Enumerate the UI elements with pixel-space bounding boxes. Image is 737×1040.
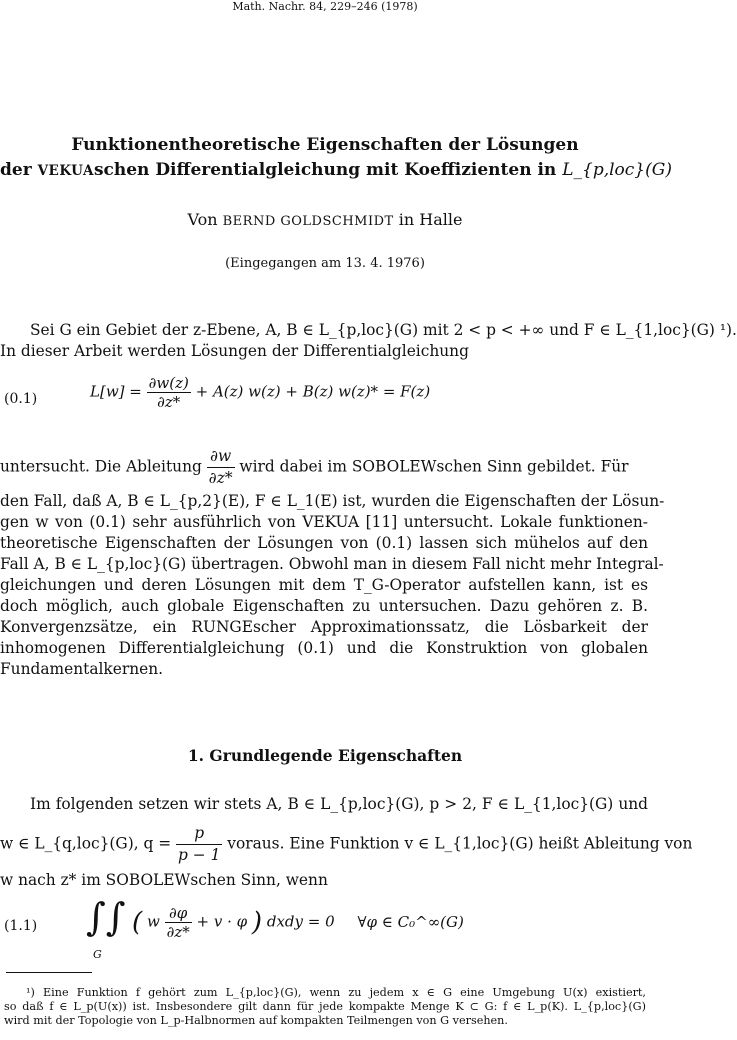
para3-line2-pre: w ∈ L_{q,loc}(G), q = (0, 834, 172, 853)
author-suffix: in Halle (393, 210, 463, 229)
eq01-fraction (147, 374, 191, 411)
title-post: schen Differentialgleichung mit Koeffizienten in (93, 160, 563, 180)
eq11-frac-den: ∂z* (166, 923, 190, 941)
paragraph-3-line-2 (0, 823, 693, 866)
eq11-frac-num: ∂φ (169, 904, 188, 922)
author-line (0, 210, 650, 229)
title-math: L_{p,loc}(G) (562, 160, 672, 180)
para2-frac-num: ∂w (210, 447, 232, 465)
para3-line-1: Im folgenden setzen wir stets A, B ∈ L_{p,loc}(G), p > 2, F ∈ L_{1,loc}(G) und (30, 795, 648, 813)
title-vekua-name: VEKUA (37, 163, 94, 179)
footnote-line-2: so daß f ∈ L_p(U(x)) ist. Insbesondere gilt dann für jede kompakte Menge K ⊂ G: f ∈ L_p(K). L_{p,loc}(G) (4, 1000, 646, 1013)
para3-frac-num: p (194, 824, 205, 842)
eq11-forall: ∀φ ∈ C₀^∞(G) (357, 912, 464, 931)
para2-line: Konvergenzsätze, ein RUNGEscher Approximationssatz, die Lösbarkeit der (0, 618, 648, 636)
eq01-rhs: + A(z) w(z) + B(z) w(z)* = F(z) (195, 382, 431, 401)
section-1-heading: 1. Grundlegende Eigenschaften (187, 746, 463, 765)
para2-line: gleichungen und deren Lösungen mit dem T_G-Operator aufstellen kann, ist es (0, 576, 648, 594)
footnote (4, 986, 646, 1028)
paragraph-2 (0, 491, 665, 680)
eq01-frac-den: ∂z* (147, 392, 191, 411)
author-name: BERND GOLDSCHMIDT (222, 214, 394, 229)
paper-title-line-1: Funktionentheoretische Eigenschaften der Lösungen (71, 135, 579, 155)
intro-line-1: Sei G ein Gebiet der z-Ebene, A, B ∈ L_{p,loc}(G) mit 2 < p < +∞ und F ∈ L_{1,loc}(G) ¹). (30, 321, 737, 339)
eq11-measure: dxdy = 0 (266, 912, 335, 931)
equation-0-1 (90, 374, 430, 411)
para2-line: theoretische Eigenschaften der Lösungen von (0.1) lassen sich mühelos auf den (0, 534, 648, 552)
paragraph-3-line-1 (0, 794, 648, 815)
para2-last-line: Fundamentalkernen. (0, 660, 164, 678)
para2-inline-fraction (207, 446, 235, 489)
para3-line-3: w nach z* im SOBOLEWschen Sinn, wenn (0, 871, 328, 889)
integral-domain: G (93, 948, 102, 961)
double-integral-sign: ∫∫ (86, 895, 126, 939)
para3-frac-den: p − 1 (178, 846, 221, 864)
para2-line1-pre: untersucht. Die Ableitung (0, 457, 202, 476)
left-paren: ( (132, 907, 143, 938)
para2-line: gen w von (0.1) sehr ausführlich von VEKUA [11] untersucht. Lokale funktionen- (0, 513, 648, 531)
author-prefix: Von (187, 210, 223, 229)
para2-line: doch möglich, auch globale Eigenschaften zu untersuchen. Dazu gehören z. B. (0, 597, 648, 615)
equation-1-1 (86, 895, 126, 939)
paragraph-2-line-1 (0, 446, 648, 489)
eq11-body-pre: w (146, 912, 160, 931)
received-date: (Eingegangen am 13. 4. 1976) (225, 256, 425, 271)
para3-line2-post: voraus. Eine Funktion v ∈ L_{1,loc}(G) heißt Ableitung von (227, 834, 693, 853)
paragraph-3-line-3 (0, 870, 648, 891)
equation-0-1-label: (0.1) (4, 391, 38, 407)
eq11-body-post: + v · φ (196, 912, 248, 931)
para2-line1-post: wird dabei im SOBOLEWschen Sinn gebildet. Für (239, 457, 629, 476)
eq01-frac-num: ∂w(z) (148, 374, 189, 392)
footnote-line-1: ¹) Eine Funktion f gehört zum L_{p,loc}(G), wenn zu jedem x ∈ G eine Umgebung U(x) existiert, (26, 986, 646, 999)
para3-q-fraction (176, 823, 222, 866)
eq11-fraction (165, 904, 192, 941)
right-paren: ) (251, 907, 263, 938)
intro-line-2: In dieser Arbeit werden Lösungen der Differentialgleichung (0, 342, 469, 360)
footnote-rule (6, 972, 92, 973)
para2-line: inhomogenen Differentialgleichung (0.1) und die Konstruktion von globalen (0, 639, 648, 657)
equation-1-1-body (132, 904, 464, 941)
intro-paragraph (0, 320, 737, 362)
para2-line: den Fall, daß A, B ∈ L_{p,2}(E), F ∈ L_1(E) ist, wurden die Eigenschaften der Lösun- (0, 492, 665, 510)
paper-title-line-2 (0, 160, 672, 180)
para2-line: Fall A, B ∈ L_{p,loc}(G) übertragen. Obwohl man in diesem Fall nicht mehr Integral- (0, 555, 664, 573)
journal-reference: Math. Nachr. 84, 229–246 (1978) (232, 0, 418, 13)
eq01-lhs: L[w] = (90, 382, 142, 401)
para2-frac-den: ∂z* (208, 469, 233, 487)
title-pre: der (0, 160, 38, 180)
equation-1-1-label: (1.1) (4, 918, 38, 934)
footnote-line-3: wird mit der Topologie von L_p-Halbnormen auf kompakten Teilmengen von G versehen. (4, 1014, 508, 1027)
